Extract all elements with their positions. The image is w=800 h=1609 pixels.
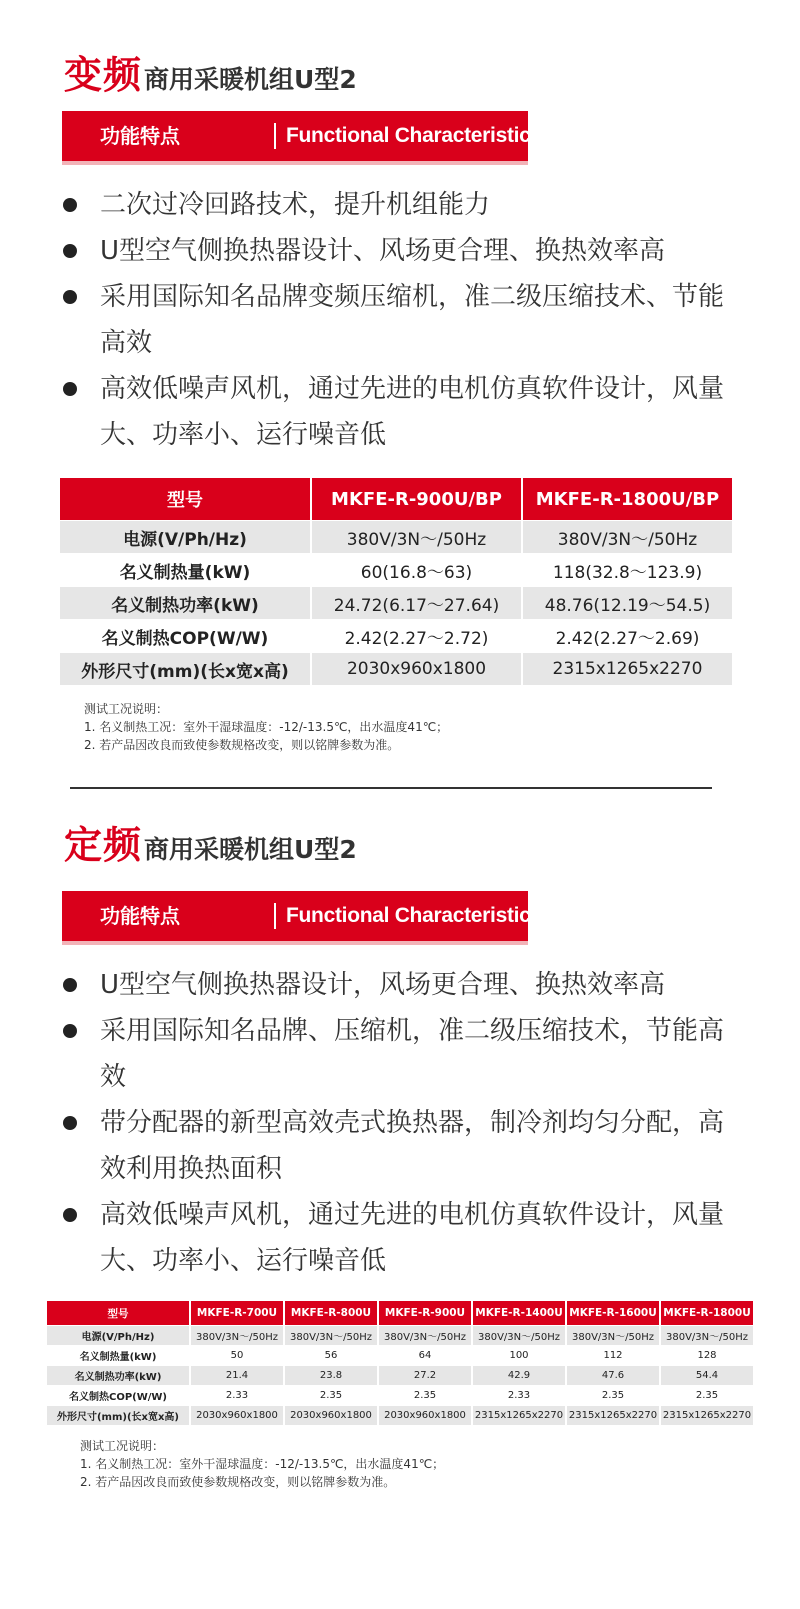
bullet-icon [63,198,77,212]
feature-item [0,274,800,366]
feature-text: 高效低噪声风机，通过先进的电机仿真软件设计，风量大、功率小、运行噪音低 [100,1200,725,1276]
table-row-label: 外形尺寸(mm)(长x宽x高) [47,1406,189,1425]
bullet-icon [63,978,77,992]
table-row [47,1326,753,1345]
note-line: 1. 名义制热工况：室外干湿球温度：-12/-13.5℃，出水温度41℃； [84,720,449,734]
table-header-cell: MKFE-R-700U [191,1301,283,1325]
table-cell: 56 [285,1346,377,1365]
section1-notes [84,700,448,754]
section2-banner-cn: 功能特点 [100,904,180,928]
table-cell: 27.2 [379,1366,471,1385]
table-row-label: 名义制热量(kW) [60,554,310,586]
section2-notes [80,1437,444,1491]
table-cell: 118(32.8～123.9) [523,554,732,586]
table-cell: 2315x1265x2270 [523,653,732,685]
table-header-cell: MKFE-R-1800U [661,1301,753,1325]
table-cell: 380V/3N～/50Hz [661,1326,753,1345]
table-cell: 2.42(2.27～2.69) [523,620,732,652]
section2-spec-table [45,1300,755,1426]
table-cell: 2.35 [379,1386,471,1405]
feature-text: 带分配器的新型高效壳式换热器，制冷剂均匀分配，高效利用换热面积 [100,1108,725,1184]
table-cell: 50 [191,1346,283,1365]
table-cell: 60(16.8～63) [312,554,521,586]
table-row [47,1386,753,1405]
table-row-label: 名义制热量(kW) [47,1346,189,1365]
bullet-icon [63,1208,77,1222]
table-row-label: 电源(V/Ph/Hz) [60,521,310,553]
feature-item [0,1192,800,1284]
section2-feature-list [0,962,800,1284]
feature-item [0,1008,800,1100]
table-row-label: 名义制热COP(W/W) [47,1386,189,1405]
bullet-icon [63,1024,77,1038]
table-header-cell: MKFE-R-800U [285,1301,377,1325]
table-cell: 380V/3N～/50Hz [191,1326,283,1345]
table-row [47,1366,753,1385]
table-header-cell: MKFE-R-1600U [567,1301,659,1325]
table-cell: 2.35 [661,1386,753,1405]
table-header-row [47,1301,753,1325]
table-header-cell: MKFE-R-900U/BP [312,478,521,520]
table-cell: 21.4 [191,1366,283,1385]
table-cell: 2.33 [191,1386,283,1405]
table-cell: 100 [473,1346,565,1365]
note-line: 1. 名义制热工况：室外干湿球温度：-12/-13.5℃，出水温度41℃； [80,1457,445,1471]
table-cell: 48.76(12.19～54.5) [523,587,732,619]
table-row [60,521,732,553]
table-row-label: 名义制热功率(kW) [47,1366,189,1385]
table-cell: 54.4 [661,1366,753,1385]
feature-item [0,962,800,1008]
table-header-cell: MKFE-R-900U [379,1301,471,1325]
table-cell: 128 [661,1346,753,1365]
table-cell: 2030x960x1800 [379,1406,471,1425]
table-cell: 2.33 [473,1386,565,1405]
table-row [60,554,732,586]
table-cell: 2315x1265x2270 [567,1406,659,1425]
table-header-cell: 型号 [47,1301,189,1325]
section1-title [64,44,357,99]
banner-separator [274,903,276,929]
section1-feature-list [0,182,800,458]
table-cell: 23.8 [285,1366,377,1385]
section1-spec-table [58,477,734,686]
table-row-label: 名义制热COP(W/W) [60,620,310,652]
table-cell: 380V/3N～/50Hz [379,1326,471,1345]
section1-title-highlight: 变频 [64,53,143,97]
table-cell: 380V/3N～/50Hz [285,1326,377,1345]
note-line: 2. 若产品因改良而致使参数规格改变，则以铭牌参数为准。 [84,738,400,752]
table-header-row [60,478,732,520]
table-cell: 24.72(6.17～27.64) [312,587,521,619]
bullet-icon [63,290,77,304]
table-row [47,1406,753,1425]
table-cell: 47.6 [567,1366,659,1385]
section2-title-highlight: 定频 [64,823,143,867]
feature-text: 高效低噪声风机，通过先进的电机仿真软件设计，风量大、功率小、运行噪音低 [100,374,725,450]
feature-item [0,366,800,458]
table-row-label: 电源(V/Ph/Hz) [47,1326,189,1345]
feature-text: 采用国际知名品牌变频压缩机，准二级压缩技术、节能高效 [100,282,725,358]
table-cell: 2030x960x1800 [312,653,521,685]
table-row [60,620,732,652]
section2-banner [62,891,542,941]
table-cell: 380V/3N～/50Hz [312,521,521,553]
bullet-icon [63,382,77,396]
table-cell: 2.35 [285,1386,377,1405]
table-cell: 380V/3N～/50Hz [473,1326,565,1345]
section2-banner-en: Functional Characteristics [286,904,542,927]
table-cell: 380V/3N～/50Hz [567,1326,659,1345]
bullet-icon [63,1116,77,1130]
table-header-cell: MKFE-R-1800U/BP [523,478,732,520]
table-cell: 64 [379,1346,471,1365]
table-row [47,1346,753,1365]
section2-title-rest: 商用采暖机组U型2 [144,835,357,864]
table-cell: 2.42(2.27～2.72) [312,620,521,652]
note-line: 测试工况说明： [84,702,169,716]
table-cell: 2.35 [567,1386,659,1405]
table-row [60,653,732,685]
feature-item [0,1100,800,1192]
table-cell: 2030x960x1800 [285,1406,377,1425]
section1-banner [62,111,542,161]
feature-item [0,182,800,228]
section1-title-rest: 商用采暖机组U型2 [144,65,357,94]
note-line: 2. 若产品因改良而致使参数规格改变，则以铭牌参数为准。 [80,1475,396,1489]
section1-banner-en: Functional Characteristics [286,124,542,147]
feature-text: 采用国际知名品牌、压缩机，准二级压缩技术，节能高效 [100,1016,725,1092]
table-header-cell: MKFE-R-1400U [473,1301,565,1325]
note-line: 测试工况说明： [80,1439,165,1453]
table-cell: 2315x1265x2270 [473,1406,565,1425]
table-header-cell: 型号 [60,478,310,520]
feature-text: 二次过冷回路技术，提升机组能力 [100,190,491,220]
feature-text: U型空气侧换热器设计，风场更合理、换热效率高 [100,970,666,1000]
banner-separator [274,123,276,149]
table-cell: 42.9 [473,1366,565,1385]
table-cell: 2030x960x1800 [191,1406,283,1425]
feature-item [0,228,800,274]
section2-title [64,814,357,869]
table-row-label: 外形尺寸(mm)(长x宽x高) [60,653,310,685]
feature-text: U型空气侧换热器设计、风场更合理、换热效率高 [100,236,666,266]
section1-banner-cn: 功能特点 [100,124,180,148]
table-cell: 380V/3N～/50Hz [523,521,732,553]
table-row-label: 名义制热功率(kW) [60,587,310,619]
bullet-icon [63,244,77,258]
table-row [60,587,732,619]
section-divider [70,787,712,789]
table-cell: 112 [567,1346,659,1365]
table-cell: 2315x1265x2270 [661,1406,753,1425]
